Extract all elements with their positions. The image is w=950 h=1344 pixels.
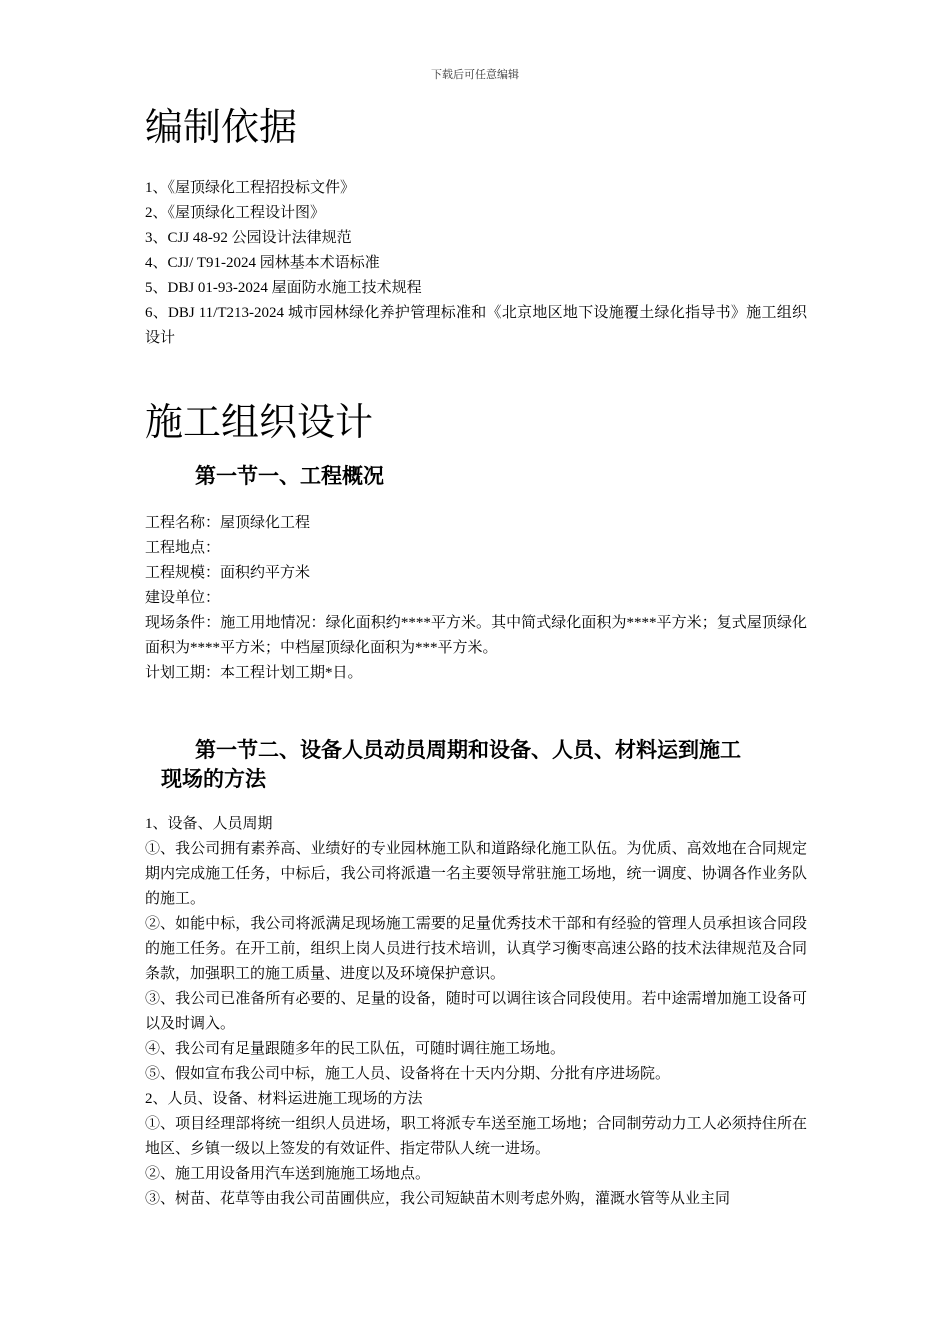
mobilization-line: ③、我公司已准备所有必要的、足量的设备，随时可以调往该合同段使用。若中途需增加施工设备可以及时调入。 xyxy=(145,991,807,1033)
basis-item: 1、《屋顶绿化工程招投标文件》 xyxy=(145,179,356,196)
subsection-title-overview: 第一节一、工程概况 xyxy=(195,464,384,489)
mobilization-line: ①、我公司拥有素养高、业绩好的专业园林施工队和道路绿化施工队伍。为优质、高效地在合同规定期内完成施工任务，中标后，我公司将派遣一名主要领导常驻施工场地，统一调度、协调各作业务队的施工。 xyxy=(145,841,807,908)
mobilization-line: ①、项目经理部将统一组织人员进场，职工将派专车送至施工场地；合同制劳动力工人必须持住所在地区、乡镇一级以上签发的有效证件、指定带队人统一进场。 xyxy=(145,1116,807,1158)
basis-list xyxy=(145,176,807,351)
overview-line: 现场条件：施工用地情况：绿化面积约****平方米。其中简式绿化面积为****平方米；复式屋顶绿化面积为****平方米；中档屋顶绿化面积为***平方米。 xyxy=(145,615,807,657)
header-note: 下载后可任意编辑 xyxy=(431,69,519,81)
overview-line: 建设单位： xyxy=(145,590,221,607)
mobilization-line: ②、如能中标，我公司将派满足现场施工需要的足量优秀技术干部和有经验的管理人员承担该合同段的施工任务。在开工前，组织上岗人员进行技术培训，认真学习衡枣高速公路的技术法律规范及合同条款，加强职工的施工质量、进度以及环境保护意识。 xyxy=(145,916,807,983)
document-content xyxy=(145,100,807,1212)
section-title-basis: 编制依据 xyxy=(145,107,298,149)
overview-line: 计划工期：本工程计划工期*日。 xyxy=(145,665,363,682)
mobilization-line: ②、施工用设备用汽车送到施施工场地点。 xyxy=(145,1166,431,1183)
basis-item: 6、DBJ 11/T213-2024 城市园林绿化养护管理标准和《北京地区地下设施覆土绿化指导书》施工组织设计 xyxy=(145,304,807,346)
mobilization-line: ③、树苗、花草等由我公司苗圃供应，我公司短缺苗木则考虑外购，灌溉水管等从业主同 xyxy=(145,1191,731,1208)
overview-line: 工程名称：屋顶绿化工程 xyxy=(145,515,311,532)
overview-line: 工程地点： xyxy=(145,540,221,557)
basis-item: 5、DBJ 01-93-2024 屋面防水施工技术规程 xyxy=(145,279,422,296)
basis-item: 4、CJJ/ T91-2024 园林基本术语标准 xyxy=(145,254,380,271)
subsection-title-mobilization xyxy=(145,736,807,794)
mobilization-line: 1、设备、人员周期 xyxy=(145,816,273,833)
subsection-title-line: 现场的方法 xyxy=(161,767,266,792)
section-title-construction: 施工组织设计 xyxy=(145,401,374,444)
mobilization-line: ④、我公司有足量跟随多年的民工队伍，可随时调往施工场地。 xyxy=(145,1041,566,1058)
overview-body xyxy=(145,511,807,686)
overview-line: 工程规模：面积约平方米 xyxy=(145,565,311,582)
subsection-title-line: 第一节二、设备人员动员周期和设备、人员、材料运到施工 xyxy=(195,738,741,763)
mobilization-body xyxy=(145,812,807,1212)
mobilization-line: 2、人员、设备、材料运进施工现场的方法 xyxy=(145,1091,423,1108)
basis-item: 3、CJJ 48-92 公园设计法律规范 xyxy=(145,229,352,246)
basis-item: 2、《屋顶绿化工程设计图》 xyxy=(145,204,326,221)
mobilization-line: ⑤、假如宣布我公司中标，施工人员、设备将在十天内分期、分批有序进场院。 xyxy=(145,1066,671,1083)
